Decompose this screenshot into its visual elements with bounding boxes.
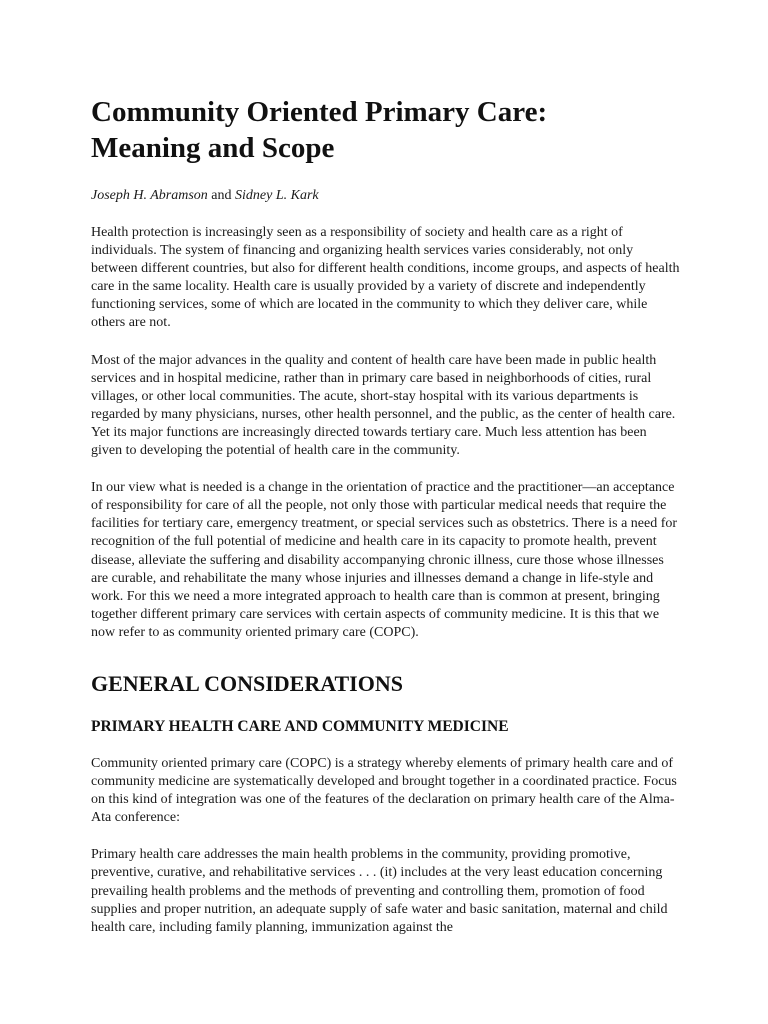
author-connector: and bbox=[211, 188, 232, 203]
section-subheading: PRIMARY HEALTH CARE AND COMMUNITY MEDICINE bbox=[91, 717, 509, 735]
section-paragraph-2: Primary health care addresses the main health problems in the community, providing promotive, preventive, curative, and rehabilitative services . . . (it) includes at the very least education concerning prevailing health problems and the methods of preventing and controlling them, promotion of food supplies and proper nutrition, an adequate supply of safe water and basic sanitation, maternal and child health care, including family planning, immunization against the bbox=[91, 847, 668, 935]
section-paragraph-1: Community oriented primary care (COPC) is a strategy whereby elements of primary health care and of community medicine are systematically developed and brought together in a coordinated practice. Focus on this kind of integration was one of the features of the declaration on primary health care of the Alma-Ata conference: bbox=[91, 755, 677, 826]
section-heading: GENERAL CONSIDERATIONS bbox=[91, 670, 403, 696]
article-title-line-1: Community Oriented Primary Care: bbox=[91, 96, 548, 128]
author-line bbox=[91, 187, 681, 205]
author-abramson: Joseph H. Abramson bbox=[91, 188, 208, 203]
author-kark: Sidney L. Kark bbox=[235, 188, 319, 203]
document-page bbox=[91, 94, 681, 956]
article-title-line-2: Meaning and Scope bbox=[91, 132, 335, 164]
intro-paragraph-3: In our view what is needed is a change in the orientation of practice and the practitioner—an acceptance of responsibility for care of all the people, not only those with particular medical needs that require the facilities for tertiary care, emergency treatment, or special services such as obstetrics. There is a need for recognition of the full potential of medicine and health care in its capacity to promote health, prevent disease, alleviate the suffering and disability accompanying chronic illness, cure those whose illnesses are curable, and rehabilitate the many whose injuries and illnesses demand a change in life-style and work. For this we need a more integrated approach to health care than is common at present, bringing together different primary care services with certain aspects of community medicine. It is this that we now refer to as community oriented primary care (COPC). bbox=[91, 480, 678, 640]
intro-paragraph-2: Most of the major advances in the quality and content of health care have been made in public health services and in hospital medicine, rather than in primary care based in neighborhoods of cities, rural villages, or other local communities. The acute, short-stay hospital with its various departments is regarded by many physicians, nurses, other health personnel, and the public, as the center of health care. Yet its major functions are increasingly directed towards tertiary care. Much less attention has been given to developing the potential of health care in the community. bbox=[91, 352, 676, 459]
article-title bbox=[91, 94, 681, 166]
intro-paragraph-1: Health protection is increasingly seen as a responsibility of society and health care as a right of individuals. The system of financing and organizing health services varies considerably, not only between different countries, but also for different health conditions, income groups, and aspects of health care in the same locality. Health care is usually provided by a variety of discrete and independently functioning services, some of which are located in the community to which they deliver care, while others are not. bbox=[91, 225, 680, 331]
